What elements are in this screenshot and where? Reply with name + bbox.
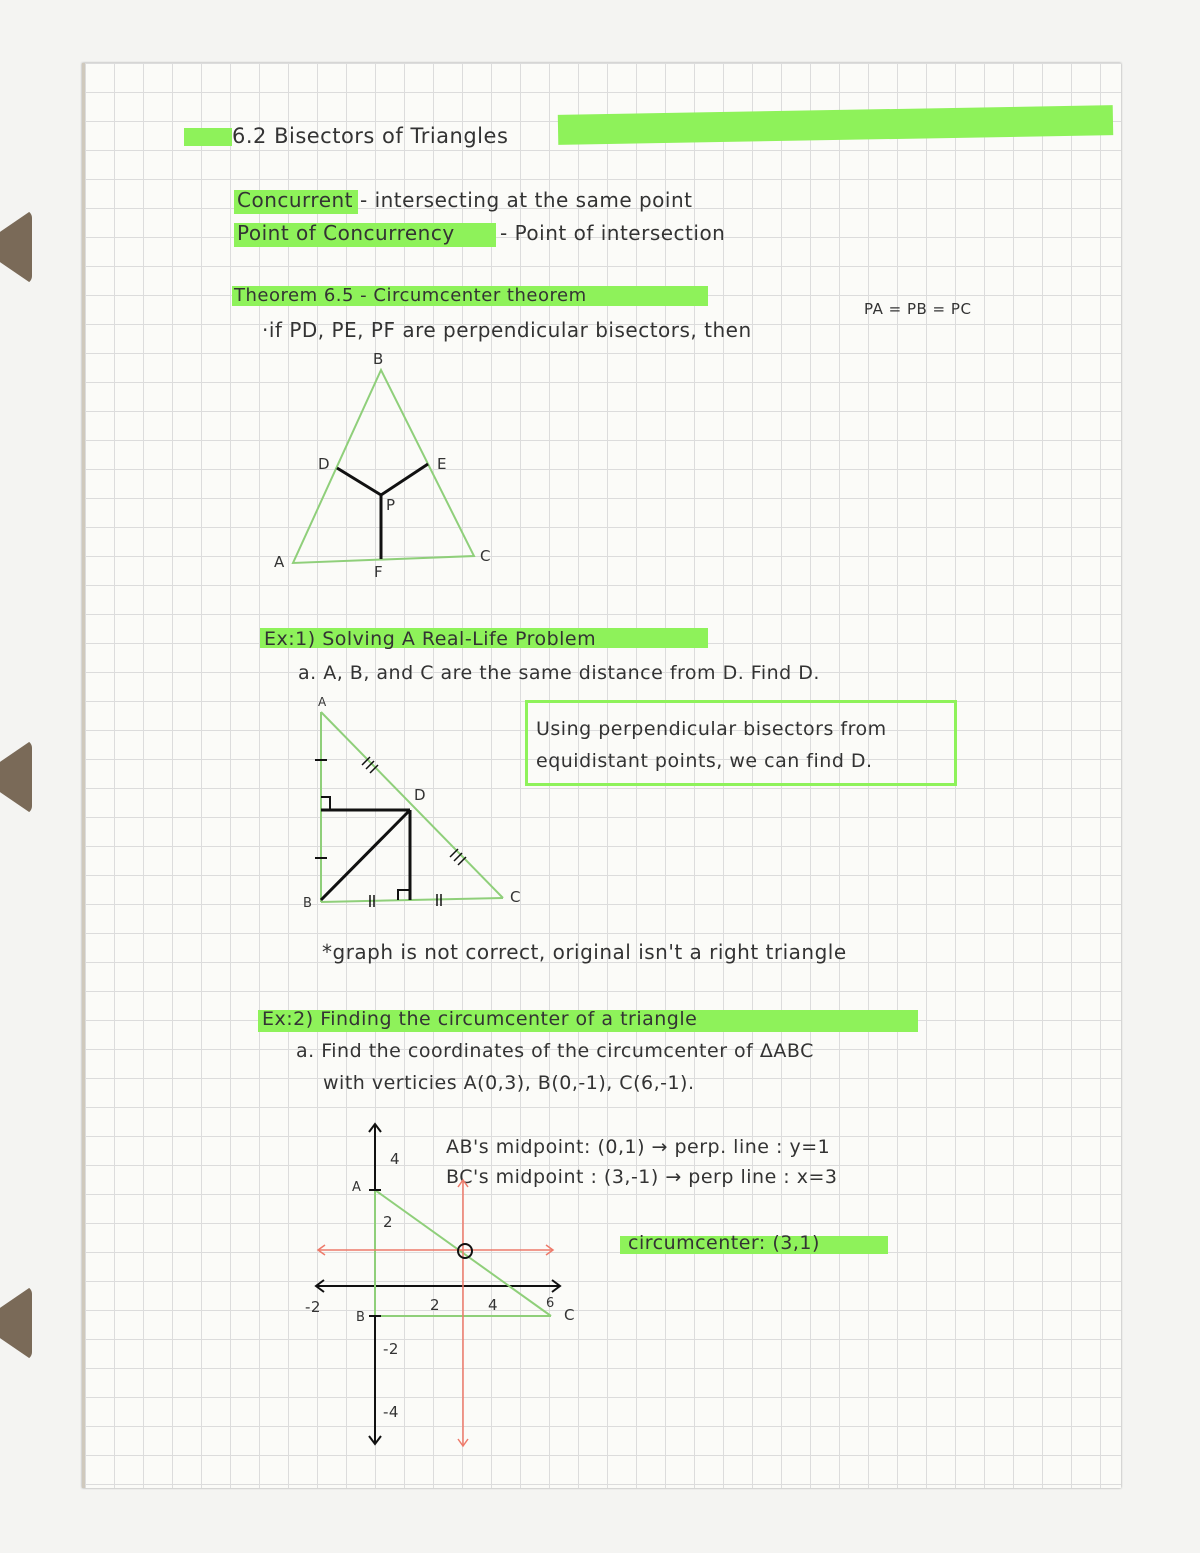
tick-label-x4: 4 [488,1296,499,1314]
tick-label-y4: 4 [390,1150,401,1168]
graph-note: *graph is not correct, original isn't a right triangle [322,940,847,964]
term-point-of-concurrency: Point of Concurrency [237,221,455,245]
theorem-heading: Theorem 6.5 - Circumcenter theorem [234,285,587,306]
point-label-c: C [564,1306,575,1324]
definition-concurrent: - intersecting at the same point [360,188,693,212]
example2-prompt-line-1: a. Find the coordinates of the circumcenter of ΔABC [296,1040,814,1062]
tick-label-x6: 6 [546,1296,555,1311]
label-b: B [373,350,384,368]
label-d: D [414,786,427,804]
label-a: A [318,695,327,709]
tick-label-x-neg2: -2 [305,1298,321,1316]
explanation-line-1: Using perpendicular bisectors from [536,718,887,740]
tick-label-y-neg2: -2 [383,1340,399,1358]
ab-midpoint-line: AB's midpoint: (0,1) → perp. line : y=1 [446,1136,831,1158]
tick-label-x2: 2 [430,1296,441,1314]
label-b: B [303,896,313,911]
bc-midpoint-line: BC's midpoint : (3,-1) → perp line : x=3 [446,1166,838,1188]
circumcenter-answer: circumcenter: (3,1) [628,1232,820,1254]
example1-prompt: a. A, B, and C are the same distance from D. Find D. [298,662,820,684]
label-e: E [437,455,447,473]
point-label-b: B [356,1310,366,1325]
label-c: C [510,888,521,906]
example2-heading: Ex:2) Finding the circumcenter of a triangle [262,1008,698,1030]
definition-point-of-concurrency: - Point of intersection [500,221,726,245]
term-concurrent: Concurrent [237,188,354,212]
page-title: 6.2 Bisectors of Triangles [232,124,509,148]
label-d: D [318,455,331,473]
theorem-statement: ·if PD, PE, PF are perpendicular bisectors, then [262,318,752,342]
tick-label-y2: 2 [383,1213,394,1231]
label-c: C [480,547,491,565]
example2-prompt-line-2: with verticies A(0,3), B(0,-1), C(6,-1). [323,1072,695,1094]
tick-label-y-neg4: -4 [383,1403,399,1421]
example1-heading: Ex:1) Solving A Real-Life Problem [264,628,597,650]
label-p: P [386,496,396,514]
label-f: F [374,563,384,581]
theorem-conclusion: PA = PB = PC [864,300,972,318]
explanation-line-2: equidistant points, we can find D. [536,750,873,772]
point-label-a: A [352,1180,362,1195]
label-a: A [274,553,285,571]
